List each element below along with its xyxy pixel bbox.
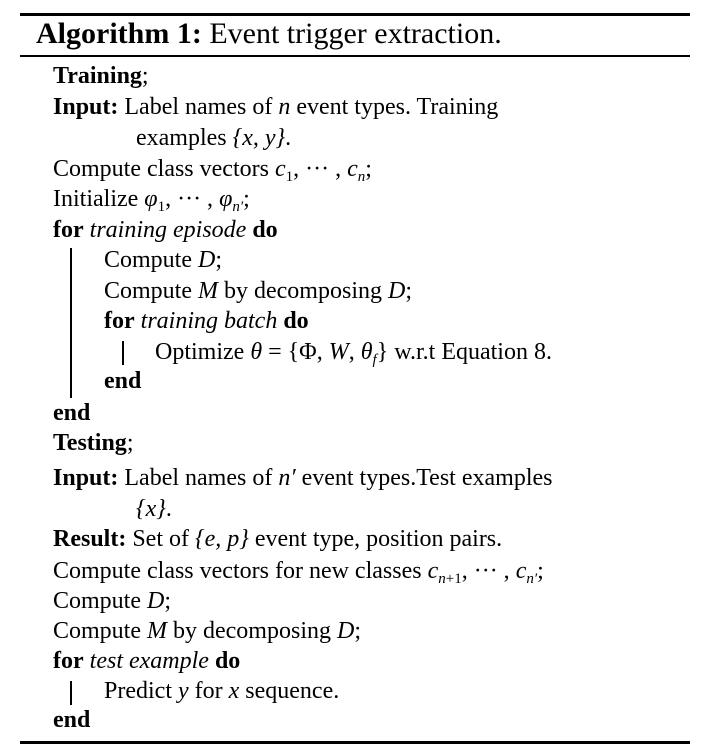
training-input: Input: Label names of n event types. Training — [53, 94, 499, 120]
training-batch-loop: for training batch do — [104, 308, 309, 334]
training-episode-loop: for training episode do — [53, 217, 278, 243]
test-example-end: end — [53, 707, 91, 733]
test-block-bar — [70, 681, 72, 705]
episode-compute-d: Compute D; — [104, 247, 223, 273]
training-header: Training; — [53, 63, 149, 89]
theta-math: θ = {Φ, W, $\theta_f$} — [250, 339, 389, 368]
testing-header: Testing; — [53, 430, 134, 456]
testing-compute-m: Compute M by decomposing D; — [53, 618, 361, 644]
class-vectors-math: $c_1$, ··· , $c_n$ — [274, 156, 366, 185]
algorithm-label: Algorithm 1: — [36, 17, 202, 50]
testing-input: Input: Label names of n′ event types.Test examples — [53, 465, 553, 491]
testing-compute-d: Compute D; — [53, 588, 172, 614]
algorithm-caption: Event trigger extraction. — [209, 17, 502, 50]
phi-math: $\varphi_1$, ··· , $\varphi_{n'}$ — [144, 186, 244, 215]
predict-step: Predict y for x sequence. — [104, 678, 340, 704]
episode-block-bar — [70, 248, 72, 398]
algorithm-title — [36, 14, 502, 54]
testing-input-continued: {x}. — [136, 496, 172, 522]
bottom-rule — [20, 741, 690, 744]
test-example-loop: for test example do — [53, 648, 241, 674]
step-compute-class-vectors: Compute class vectors $c_1$, ··· , $c_n$; — [53, 156, 372, 185]
testing-result: Result: Set of {e, p} event type, position pairs. — [53, 526, 503, 552]
batch-block-bar — [122, 341, 124, 365]
training-input-continued: examples {x, y}. — [136, 125, 292, 151]
episode-compute-m: Compute M by decomposing D; — [104, 278, 412, 304]
training-batch-end: end — [104, 368, 142, 394]
optimize-step: Optimize θ = {Φ, W, $\theta_f$} w.r.t Equation 8. — [155, 339, 552, 368]
step-compute-new-class-vectors: Compute class vectors for new classes $c_{n+1}$, ··· , $c_{n'}$; — [53, 558, 544, 587]
header-rule — [20, 55, 690, 57]
training-episode-end: end — [53, 400, 91, 426]
new-class-vectors-math: $c_{n+1}$, ··· , $c_{n'}$ — [427, 558, 538, 587]
step-initialize: Initialize $\varphi_1$, ··· , $\varphi_{n'}$; — [53, 186, 250, 215]
